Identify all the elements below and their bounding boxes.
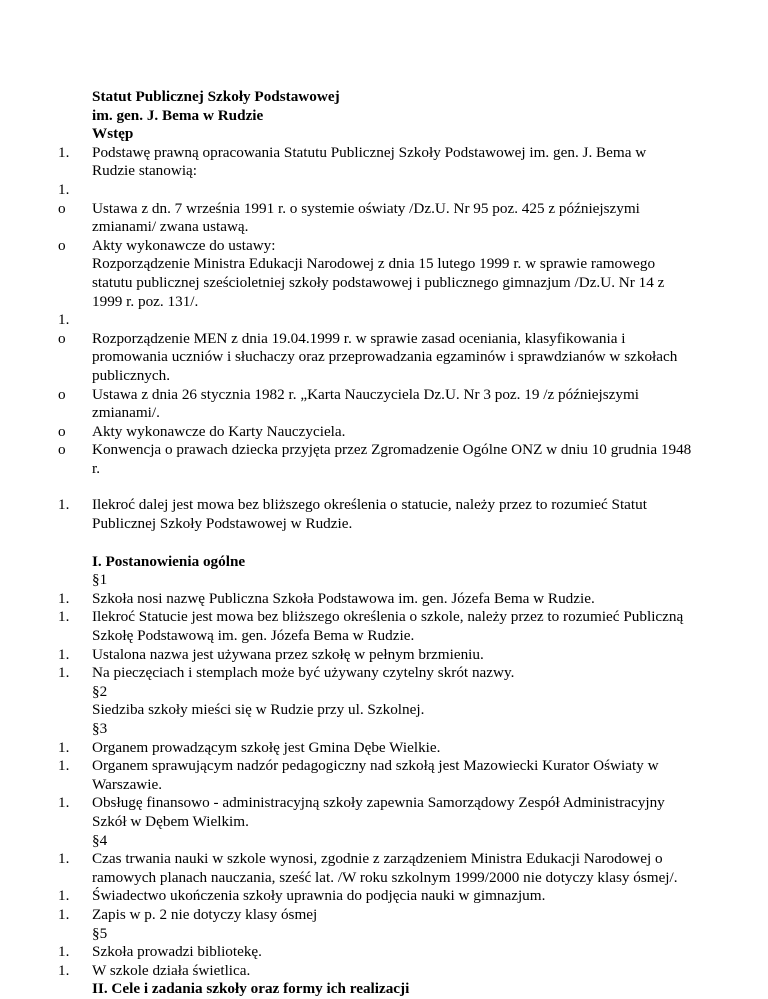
list-item-text: Organem sprawującym nadzór pedagogiczny nad szkołą jest Mazowiecki Kurator Oświaty w Warszawie.: [92, 757, 659, 793]
list-item-text: Na pieczęciach i stemplach może być używany czytelny skrót nazwy.: [92, 664, 515, 682]
bullet-item: [0, 386, 768, 423]
paragraph-number: §2: [92, 682, 108, 700]
list-item-empty: [0, 181, 768, 200]
bullet-marker: o: [58, 236, 66, 254]
bullet-item: [0, 237, 768, 256]
list-item: [0, 646, 768, 665]
list-item-text: Szkoła prowadzi bibliotekę.: [92, 943, 262, 961]
list-number: 1.: [58, 608, 70, 626]
bullet-continuation: Rozporządzenie Ministra Edukacji Narodowej z dnia 15 lutego 1999 r. w sprawie ramowego statutu publicznej sześcioletniej szkoły podstawowej i publicznego gimnazjum /Dz.U. Nr 14 z 1999 r. poz. 131/.: [92, 255, 665, 310]
list-item: [0, 906, 768, 925]
bullet-text: Ustawa z dn. 7 września 1991 r. o systemie oświaty /Dz.U. Nr 95 poz. 425 z późniejszymi zmianami/ zwana ustawą.: [92, 199, 640, 236]
list-item: [0, 608, 768, 645]
bullet-text: Akty wykonawcze do Karty Nauczyciela.: [92, 422, 346, 440]
paragraph-number: §4: [92, 831, 108, 849]
list-number: 1.: [58, 311, 70, 329]
list-item-text: Ilekroć dalej jest mowa bez bliższego określenia o statucie, należy przez to rozumieć Statut Publicznej Szkoły Podstawowej w Rudzie.: [92, 496, 647, 533]
document-page: [0, 88, 768, 999]
list-item: [0, 850, 768, 887]
bullet-item: [0, 200, 768, 237]
doc-title-line1: Statut Publicznej Szkoły Podstawowej: [92, 88, 340, 105]
bullet-item: [0, 330, 768, 386]
paragraph-number: §3: [92, 720, 108, 737]
list-number: 1.: [58, 180, 70, 198]
section-heading: II. Cele i zadania szkoły oraz formy ich realizacji: [92, 980, 410, 998]
bullet-item: [0, 423, 768, 442]
list-number: 1.: [58, 794, 70, 812]
bullet-marker: o: [58, 329, 66, 347]
bullet-text: Rozporządzenie MEN z dnia 19.04.1999 r. w sprawie zasad oceniania, klasyfikowania i promowania uczniów i słuchaczy oraz przeprowadzania egzaminów i sprawdzianów w szkołach publicznych.: [92, 329, 678, 384]
list-number: 1.: [58, 943, 70, 961]
intro-heading: Wstęp: [92, 125, 134, 143]
paragraph-number: §5: [92, 924, 108, 942]
list-number: 1.: [58, 645, 70, 663]
list-item: [0, 144, 768, 181]
list-item-text: Organem prowadzącym szkołę jest Gmina Dębe Wielkie.: [92, 738, 441, 756]
list-item: [0, 757, 768, 794]
list-item-text: Zapis w p. 2 nie dotyczy klasy ósmej: [92, 905, 318, 923]
list-number: 1.: [58, 496, 70, 514]
list-item: [0, 590, 768, 609]
list-item-text: Obsługę finansowo - administracyjną szkoły zapewnia Samorządowy Zespół Administracyjny Szkół w Dębem Wielkim.: [92, 794, 665, 830]
bullet-marker: o: [58, 385, 66, 403]
list-item-text: Ilekroć Statucie jest mowa bez bliższego określenia o szkole, należy przez to rozumieć Publiczną Szkołę Podstawową im. gen. Józefa Bema w Rudzie.: [92, 608, 684, 645]
list-item: [0, 739, 768, 758]
list-number: 1.: [58, 143, 70, 161]
list-item: [0, 794, 768, 831]
list-item-text: W szkole działa świetlica.: [92, 961, 251, 979]
bullet-marker: o: [58, 422, 66, 440]
list-number: 1.: [58, 887, 70, 905]
list-number: 1.: [58, 905, 70, 923]
doc-title-line2: im. gen. J. Bema w Rudzie: [92, 106, 264, 124]
bullet-text: Akty wykonawcze do ustawy:: [92, 236, 276, 254]
list-item: [0, 664, 768, 683]
list-item-text: Czas trwania nauki w szkole wynosi, zgodnie z zarządzeniem Ministra Edukacji Narodowej o ramowych planach nauczania, sześć lat. /W roku szkolnym 1999/2000 nie dotyczy klasy ósmej/.: [92, 850, 678, 886]
list-item: [0, 496, 768, 533]
bullet-text: Konwencja o prawach dziecka przyjęta przez Zgromadzenie Ogólne ONZ w dniu 10 grudnia 1948 r.: [92, 441, 692, 477]
list-item: [0, 887, 768, 906]
section-heading: I. Postanowienia ogólne: [92, 552, 246, 570]
list-item-empty: [0, 311, 768, 330]
bullet-text: Ustawa z dnia 26 stycznia 1982 r. „Karta Nauczyciela Dz.U. Nr 3 poz. 19 /z późniejszymi zmianami/.: [92, 385, 639, 422]
list-number: 1.: [58, 664, 70, 682]
list-item-text: Szkoła nosi nazwę Publiczna Szkoła Podstawowa im. gen. Józefa Bema w Rudzie.: [92, 589, 595, 607]
list-item: [0, 943, 768, 962]
list-item-text: Ustalona nazwa jest używana przez szkołę w pełnym brzmieniu.: [92, 645, 484, 663]
list-item: [0, 962, 768, 981]
list-item-text: Podstawę prawną opracowania Statutu Publicznej Szkoły Podstawowej im. gen. J. Bema w Rudzie stanowią:: [92, 143, 647, 180]
list-number: 1.: [58, 757, 70, 775]
list-number: 1.: [58, 589, 70, 607]
list-number: 1.: [58, 961, 70, 979]
paragraph-text: Siedziba szkoły mieści się w Rudzie przy ul. Szkolnej.: [92, 701, 425, 719]
list-item-text: Świadectwo ukończenia szkoły uprawnia do podjęcia nauki w gimnazjum.: [92, 887, 546, 905]
paragraph-number: §1: [92, 571, 108, 589]
list-number: 1.: [58, 738, 70, 756]
bullet-marker: o: [58, 441, 66, 459]
bullet-marker: o: [58, 199, 66, 217]
bullet-item: [0, 441, 768, 478]
list-number: 1.: [58, 850, 70, 868]
